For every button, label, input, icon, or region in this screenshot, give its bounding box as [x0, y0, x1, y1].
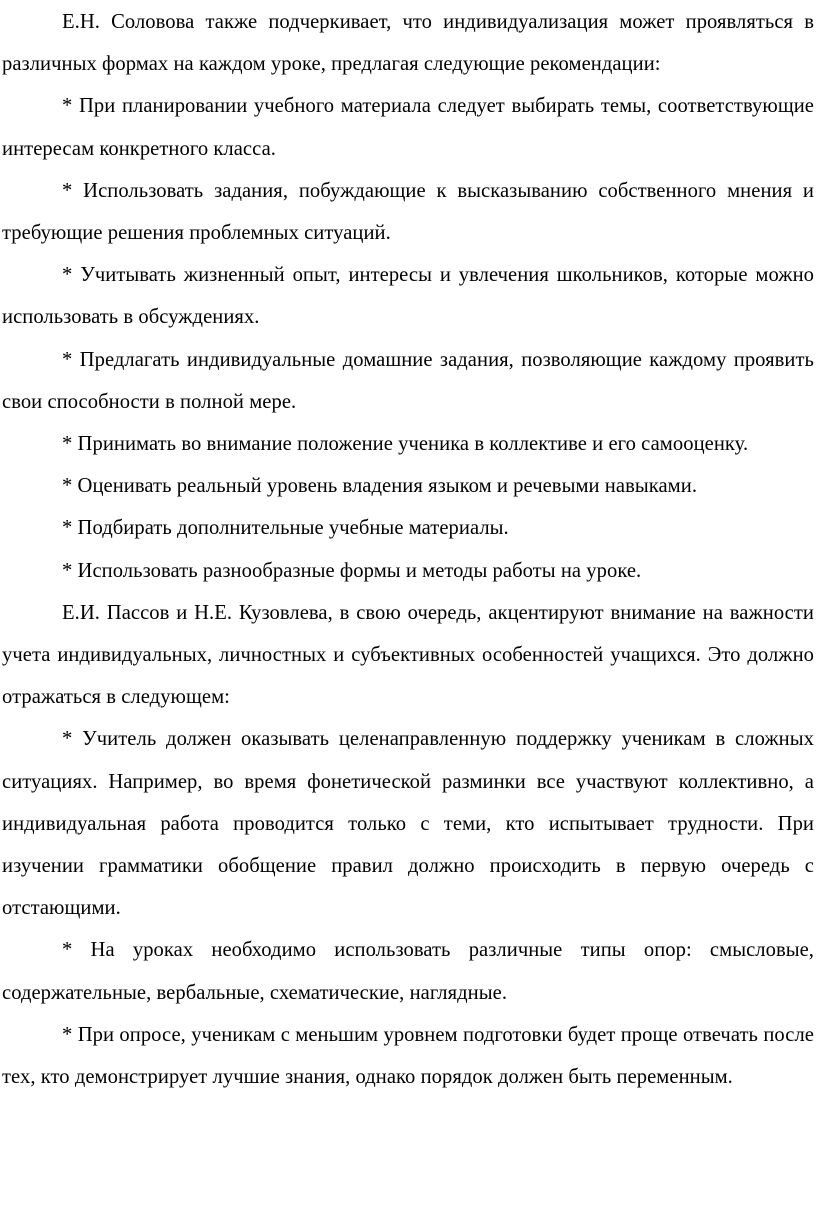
- list-item-topics: * При планировании учебного материала следует выбирать темы, соответствующие интересам конкретного класса.: [2, 95, 814, 160]
- list-item-opinion-tasks: * Использовать задания, побуждающие к высказыванию собственного мнения и требующие решения проблемных ситуаций.: [2, 179, 814, 245]
- list-item-teacher-support: * Учитель должен оказывать целенаправленную поддержку ученикам в сложных ситуациях. Например, во время фонетической разминки все участвуют коллективно, а индивидуальная работа проводится только с теми, кто испытывает трудности. При изучении грамматики обобщение правил должно происходить в первую очередь с отстающими.: [2, 728, 814, 920]
- list-item-extra-materials: * Подбирать дополнительные учебные материалы.: [62, 517, 509, 540]
- list-item-life-experience: * Учитывать жизненный опыт, интересы и увлечения школьников, которые можно использовать в обсуждениях.: [2, 264, 814, 329]
- document-page: [2, 0, 814, 1098]
- paragraph-passov-kuzovleva: Е.И. Пассов и Н.Е. Кузовлева, в свою очередь, акцентируют внимание на важности учета индивидуальных, личностных и субъективных особенностей учащихся. Это должно отражаться в следующем:: [2, 601, 814, 709]
- paragraph-intro-solovova: Е.Н. Соловова также подчеркивает, что индивидуализация может проявляться в различных формах на каждом уроке, предлагая следующие рекомендации:: [2, 11, 814, 76]
- list-item-methods: * Использовать разнообразные формы и методы работы на уроке.: [62, 559, 642, 582]
- list-item-homework: * Предлагать индивидуальные домашние задания, позволяющие каждому проявить свои способности в полной мере.: [2, 348, 814, 413]
- list-item-questioning-order: * При опросе, ученикам с меньшим уровнем подготовки будет проще отвечать после тех, кто демонстрирует лучшие знания, однако порядок должен быть переменным.: [2, 1023, 814, 1089]
- list-item-language-level: * Оценивать реальный уровень владения языком и речевыми навыками.: [62, 475, 698, 498]
- list-item-self-esteem: * Принимать во внимание положение ученика в коллективе и его самооценку.: [62, 433, 749, 456]
- list-item-supports: * На уроках необходимо использовать различные типы опор: смысловые, содержательные, вербальные, схематические, наглядные.: [2, 939, 814, 1004]
